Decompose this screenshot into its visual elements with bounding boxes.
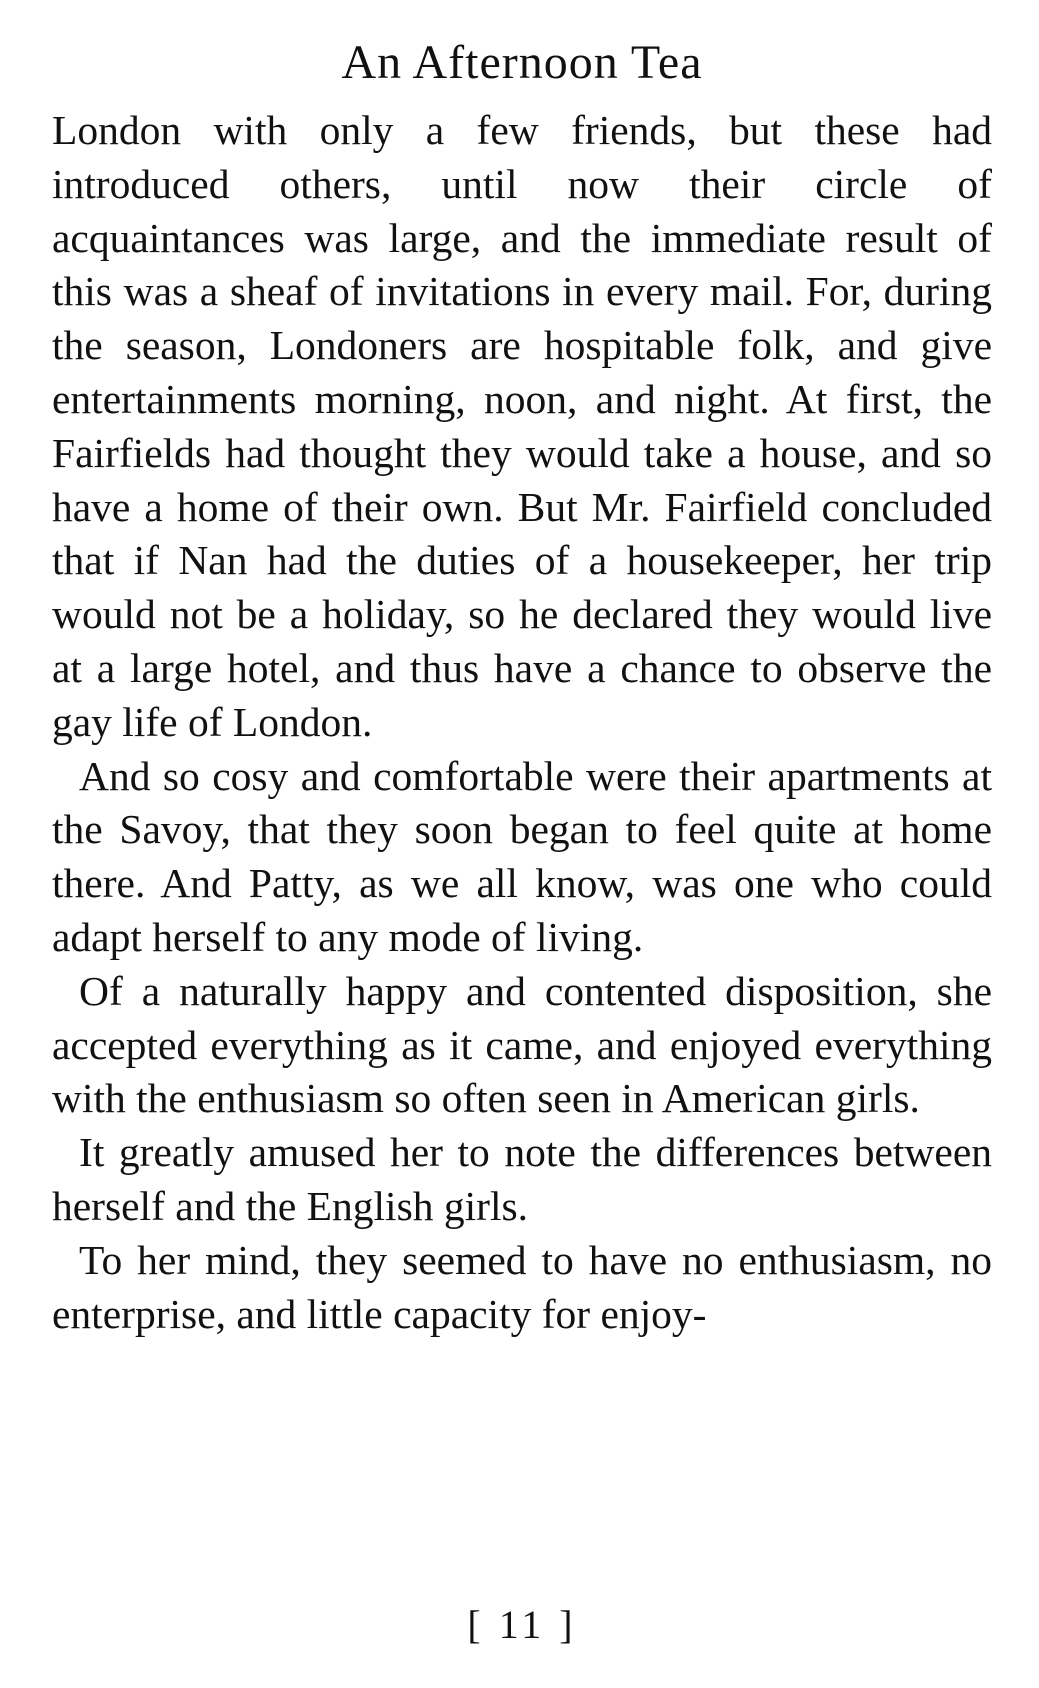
- running-head: An Afternoon Tea: [341, 36, 703, 89]
- paragraph-3: Of a naturally happy and contented disposition, she accepted everything as it came, and enjoyed everything with the enthusiasm so often seen in American girls.: [52, 967, 992, 1122]
- paragraph-4: It greatly amused her to note the differences between herself and the English girls.: [52, 1129, 992, 1229]
- paragraph-1: London with only a few friends, but these had introduced others, until now their circle of acquaintances was large, and the immediate result of this was a sheaf of invitations in every mail. For, during the season, Londoners are hospitable folk, and give entertainments morning, noon, and night. At first, the Fairfields had thought they would take a house, and so have a home of their own. But Mr. Fairfield concluded that if Nan had the duties of a housekeeper, her trip would not be a holiday, so he declared they would live at a large hotel, and thus have a chance to observe the gay life of London.: [52, 107, 992, 745]
- page-number: [ 11 ]: [467, 1602, 577, 1647]
- book-page: [52, 28, 992, 1668]
- paragraph-2: And so cosy and comfortable were their apartments at the Savoy, that they soon began to feel quite at home there. And Patty, as we all know, was one who could adapt herself to any mode of living.: [52, 752, 992, 960]
- body-text: [52, 104, 992, 1341]
- paragraph-5: To her mind, they seemed to have no enthusiasm, no enterprise, and little capacity for enjoy-: [52, 1236, 992, 1337]
